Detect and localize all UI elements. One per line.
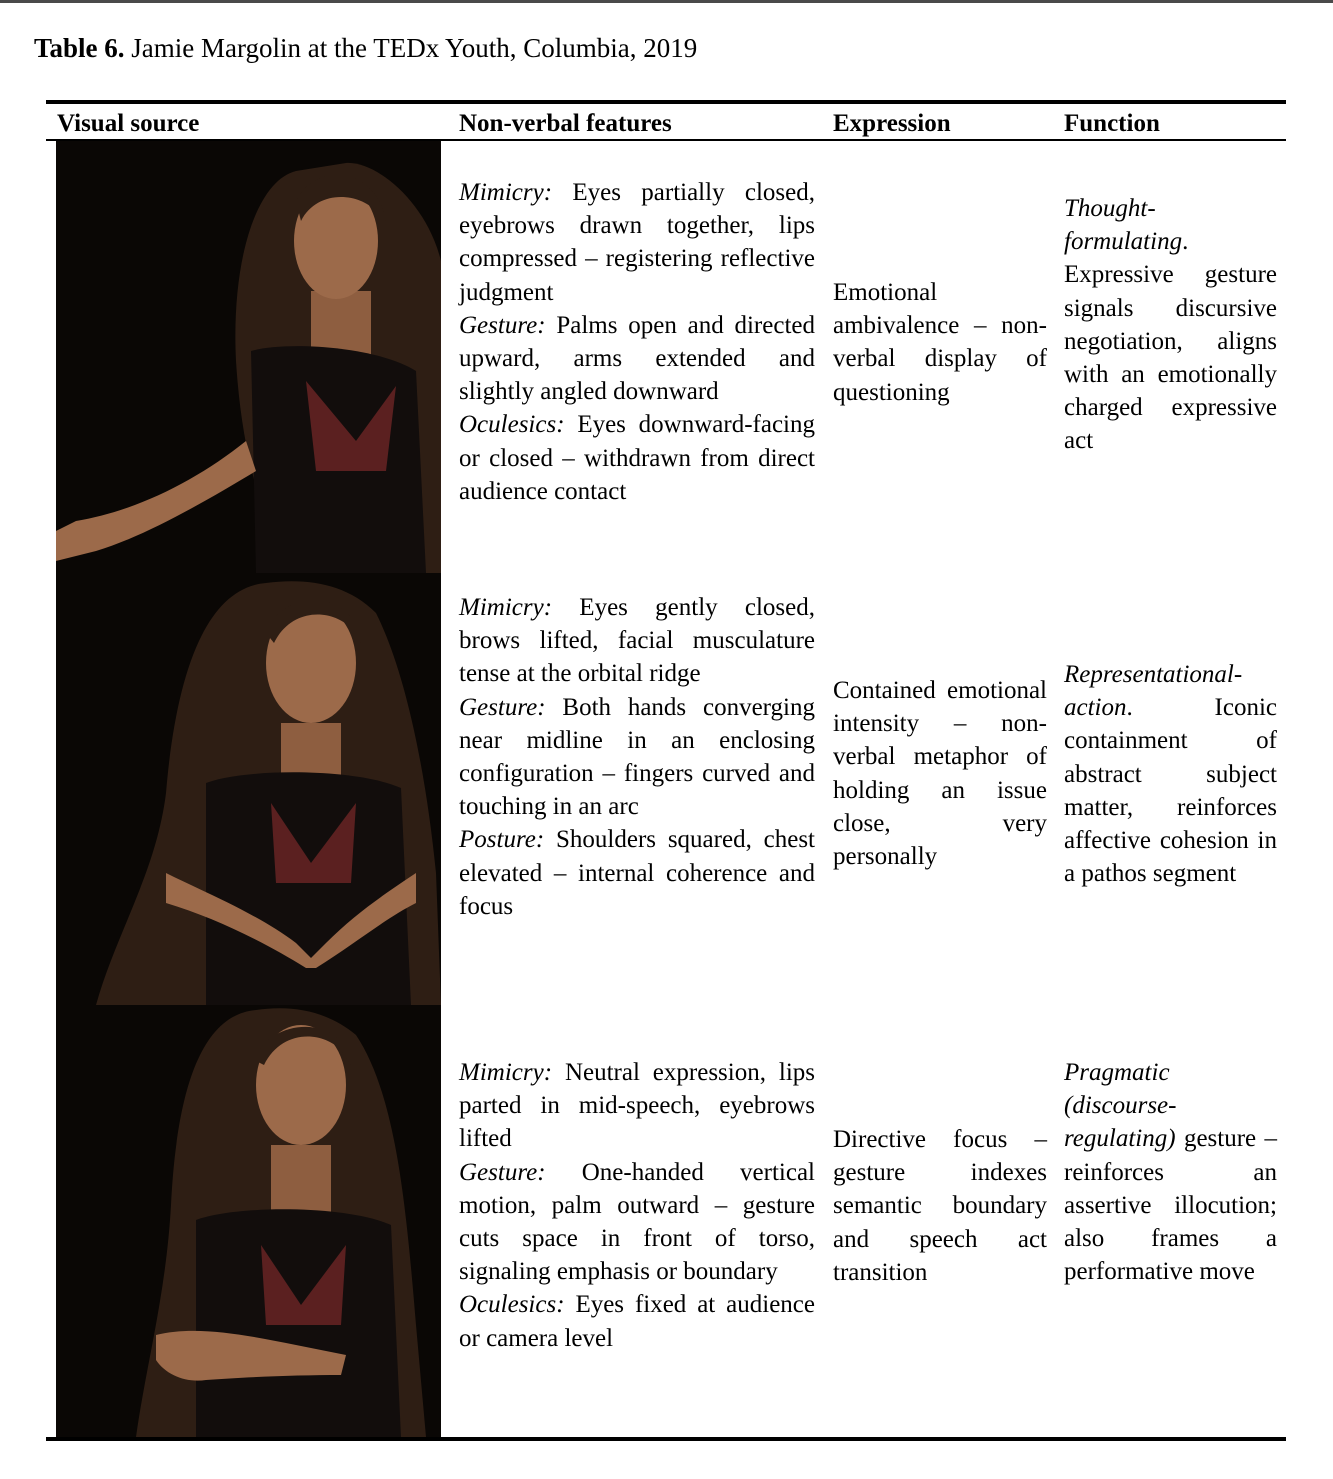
row2-feature-gesture: Gesture: Both hands converging near midline in an enclosing configuration – fingers curved and touching in an arc bbox=[459, 693, 815, 821]
table-caption bbox=[34, 30, 697, 66]
row3-function: Pragmatic (discourse-regulating) gesture – reinforces an assertive illocution; also frames a performative move bbox=[1064, 1059, 1277, 1286]
header-expression: Expression bbox=[833, 110, 951, 137]
row1-feature-oculesics: Oculesics: Eyes downward-facing or closed – withdrawn from direct audience contact bbox=[459, 411, 816, 505]
row1-expression: Emotional ambivalence – non-verbal display of questioning bbox=[833, 279, 1047, 406]
row2-feature-mimicry: Mimicry: Eyes gently closed, brows lifted, facial musculature tense at the orbital ridge bbox=[459, 594, 816, 688]
header-function: Function bbox=[1064, 110, 1160, 137]
row2-non-verbal-features bbox=[459, 591, 815, 923]
speaker-photo-hands-enclosing bbox=[56, 573, 441, 1005]
table-bottom-rule bbox=[46, 1437, 1286, 1441]
row1-function: Thought-formulating. Expressive gesture signals discursive negotiation, aligns with an emotionally charged expressive act bbox=[1064, 195, 1277, 455]
speaker-photo-palms-open bbox=[56, 141, 441, 573]
row3-expression: Directive focus – gesture indexes semantic boundary and speech act transition bbox=[833, 1126, 1047, 1286]
caption-text: Jamie Margolin at the TEDx Youth, Columbia, 2019 bbox=[131, 33, 698, 63]
speaker-photo-vertical-motion bbox=[56, 1005, 441, 1437]
table-top-rule bbox=[46, 100, 1286, 104]
header-non-verbal-features: Non-verbal features bbox=[459, 110, 672, 137]
caption-label: Table 6. bbox=[34, 33, 125, 63]
row2-function: Representational-action. Iconic containment of abstract subject matter, reinforces affective cohesion in a pathos segment bbox=[1064, 661, 1277, 888]
row3-feature-gesture: Gesture: One-handed vertical motion, palm outward – gesture cuts space in front of torso, signaling emphasis or boundary bbox=[459, 1158, 815, 1286]
row2-feature-posture: Posture: Shoulders squared, chest elevated – internal coherence and focus bbox=[459, 826, 815, 920]
row1-non-verbal-features bbox=[459, 176, 815, 508]
row3-feature-mimicry: Mimicry: Neutral expression, lips parted in mid-speech, eyebrows lifted bbox=[459, 1059, 815, 1153]
row1-feature-mimicry: Mimicry: Eyes partially closed, eyebrows drawn together, lips compressed – registering reflective judgment bbox=[459, 179, 816, 306]
row3-feature-oculesics: Oculesics: Eyes fixed at audience or camera level bbox=[459, 1291, 815, 1352]
row1-feature-gesture: Gesture: Palms open and directed upward, arms extended and slightly angled downward bbox=[459, 311, 815, 406]
header-visual-source: Visual source bbox=[57, 110, 200, 137]
top-border-line bbox=[0, 0, 1333, 3]
row3-non-verbal-features bbox=[459, 1056, 815, 1355]
row2-expression: Contained emotional intensity – non-verbal metaphor of holding an issue close, very personally bbox=[833, 677, 1047, 871]
